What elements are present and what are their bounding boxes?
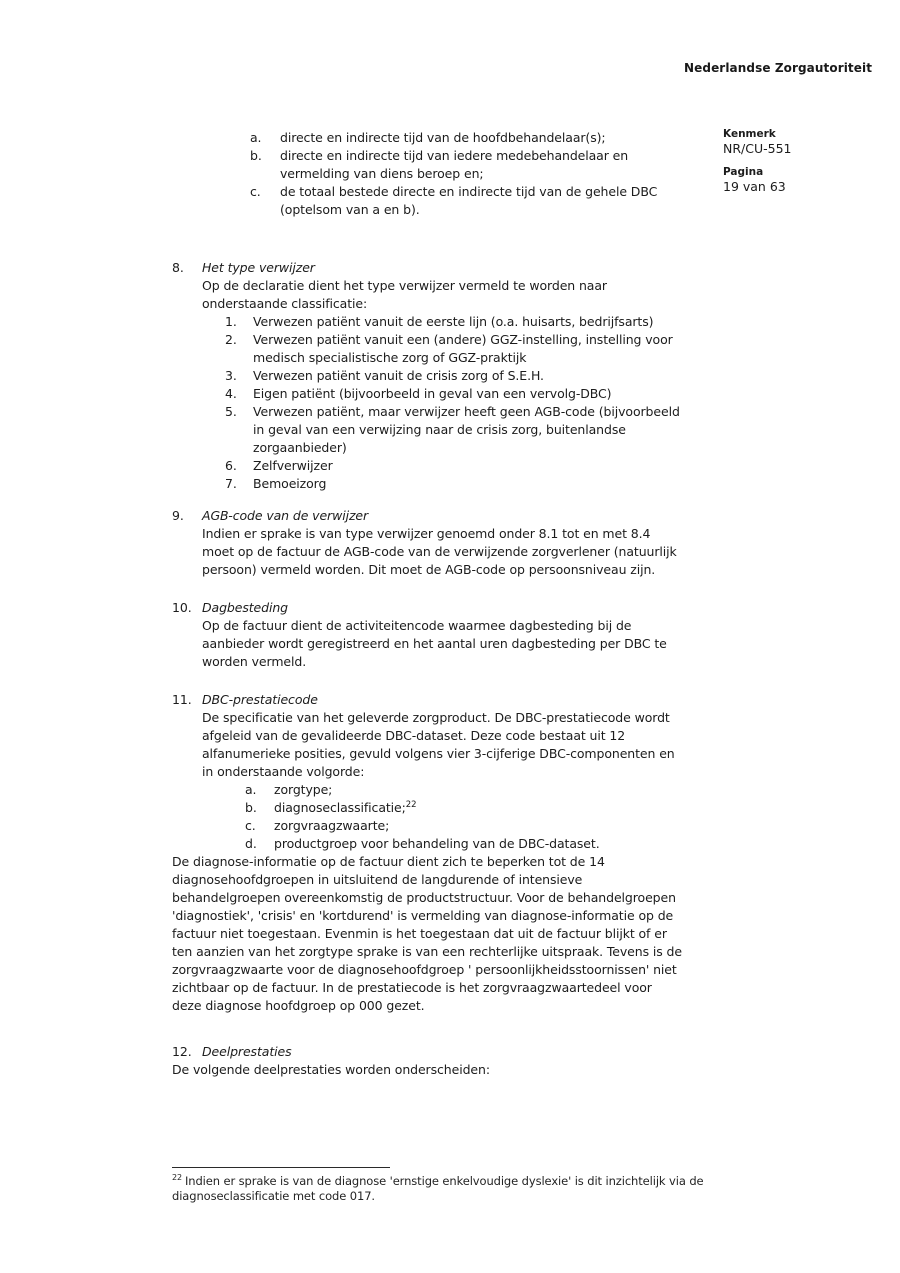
list-item-text <box>274 799 684 817</box>
list-item <box>245 835 684 853</box>
list-marker: 4. <box>225 386 237 401</box>
section-heading <box>172 259 684 277</box>
list-marker: c. <box>250 184 261 199</box>
list-item-text: Verwezen patiënt vanuit een (andere) GGZ-instelling, instelling voor medisch specialistische zorg of GGZ-praktijk <box>253 332 673 365</box>
section-heading <box>172 1043 684 1061</box>
list-item <box>250 183 684 219</box>
section-number: 8. <box>172 260 184 275</box>
list-item <box>225 313 684 331</box>
section-heading <box>172 691 684 709</box>
section-paragraph: Indien er sprake is van type verwijzer genoemd onder 8.1 tot en met 8.4 moet op de factuur de AGB-code van de verwijzende zorgverlener (natuurlijk persoon) vermeld worden. Dit moet de AGB-code op persoonsniveau zijn. <box>202 526 677 577</box>
footnote-area <box>172 1167 737 1204</box>
section-number: 11. <box>172 692 192 707</box>
list-item-text: Zelfverwijzer <box>253 458 333 473</box>
kenmerk-label: Kenmerk <box>723 128 776 140</box>
section-number: 12. <box>172 1044 192 1059</box>
kenmerk-value: NR/CU-551 <box>723 141 792 156</box>
nza-logo: Nederlandse Zorgautoriteit <box>684 61 873 75</box>
list-item-text: directe en indirecte tijd van iedere medebehandelaar en vermelding van diens beroep en; <box>280 148 629 181</box>
list-item <box>225 385 684 403</box>
list-item-text: directe en indirecte tijd van de hoofdbehandelaar(s); <box>280 130 606 145</box>
list-marker: a. <box>245 782 257 797</box>
pagina-value: 19 van 63 <box>723 179 786 194</box>
list-marker: d. <box>245 836 257 851</box>
section-title: Het type verwijzer <box>202 260 315 275</box>
section-number: 9. <box>172 508 184 523</box>
section-paragraph: Op de factuur dient de activiteitencode waarmee dagbesteding bij de aanbieder wordt geregistreerd en het aantal uren dagbesteding per DBC te worden vermeld. <box>202 618 667 669</box>
section-title: AGB-code van de verwijzer <box>202 508 369 523</box>
time-specification-list <box>250 129 684 219</box>
section-number: 10. <box>172 600 192 615</box>
section-paragraph: Op de declaratie dient het type verwijzer vermeld te worden naar onderstaande classificatie: <box>202 278 607 311</box>
list-item-text: de totaal bestede directe en indirecte tijd van de gehele DBC (optelsom van a en b). <box>280 184 658 217</box>
list-item-text: Verwezen patiënt vanuit de eerste lijn (o.a. huisarts, bedrijfsarts) <box>253 314 654 329</box>
list-marker: 6. <box>225 458 237 473</box>
list-item-text: zorgvraagzwaarte; <box>274 818 390 833</box>
list-item <box>250 129 684 147</box>
list-item-text: Eigen patiënt (bijvoorbeeld in geval van een vervolg-DBC) <box>253 386 612 401</box>
section-10-dagbesteding <box>172 599 684 671</box>
section-12-deelprestaties <box>172 1043 684 1079</box>
section-heading <box>172 507 684 525</box>
dbc-componenten-list <box>245 781 684 853</box>
list-marker: b. <box>250 148 262 163</box>
footnote-reference: 22 <box>405 799 417 810</box>
list-item-text: productgroep voor behandeling van de DBC-dataset. <box>274 836 600 851</box>
list-item <box>245 799 684 817</box>
footnote-number: 22 <box>172 1173 182 1183</box>
list-item <box>245 817 684 835</box>
list-item <box>225 331 684 367</box>
list-marker: 2. <box>225 332 237 347</box>
list-item-text: Verwezen patiënt, maar verwijzer heeft geen AGB-code (bijvoorbeeld in geval van een verwijzing naar de crisis zorg, buitenlandse zorgaanbieder) <box>253 404 680 455</box>
section-paragraph: De specificatie van het geleverde zorgproduct. De DBC-prestatiecode wordt afgeleid van de gevalideerde DBC-dataset. Deze code bestaat uit 12 alfanumerieke posities, gevuld volgens vier 3-cijferige DBC-componenten en in onderstaande volgorde: <box>202 710 675 779</box>
section-paragraph-flush: De volgende deelprestaties worden onderscheiden: <box>172 1062 490 1077</box>
verwijzer-classificatie-list <box>225 313 684 493</box>
footnote-text <box>172 1174 737 1204</box>
list-item <box>225 475 684 493</box>
list-marker: 3. <box>225 368 237 383</box>
list-item-text: Bemoeizorg <box>253 476 327 491</box>
list-item <box>225 457 684 475</box>
list-marker: b. <box>245 800 257 815</box>
pagina-label: Pagina <box>723 166 764 178</box>
list-marker: 5. <box>225 404 237 419</box>
list-item-text: zorgtype; <box>274 782 333 797</box>
section-heading <box>172 599 684 617</box>
list-item <box>250 147 684 183</box>
list-item-text: Verwezen patiënt vanuit de crisis zorg of S.E.H. <box>253 368 544 383</box>
list-item <box>225 403 684 457</box>
footnote-body: Indien er sprake is van de diagnose 'ernstige enkelvoudige dyslexie' is dit inzichtelijk via de diagnoseclassificatie met code 017. <box>172 1174 704 1203</box>
footnote-separator <box>172 1167 390 1168</box>
list-item-text-inline: diagnoseclassificatie; <box>274 800 406 815</box>
list-marker: c. <box>245 818 256 833</box>
section-paragraph-flush: De diagnose-informatie op de factuur dient zich te beperken tot de 14 diagnosehoofdgroepen in uitsluitend de langdurende of intensieve behandelgroepen overeenkomstig de productstructuur. Voor de behandelgroepen 'diagnostiek', 'crisis' en 'kortdurend' is vermelding van diagnose-informatie op de factuur niet toegestaan. Evenmin is het toegestaan dat uit de factuur blijkt of er ten aanzien van het zorgtype sprake is van een rechterlijke uitspraak. Tevens is de zorgvraagzwaarte voor de diagnosehoofdgroep ' persoonlijkheidsstoornissen' niet zichtbaar op de factuur. In de prestatiecode is het zorgvraagzwaartedeel voor deze diagnose hoofdgroep op 000 gezet. <box>172 854 682 1013</box>
list-marker: 7. <box>225 476 237 491</box>
section-title: DBC-prestatiecode <box>202 692 318 707</box>
document-meta <box>723 128 883 204</box>
list-marker: 1. <box>225 314 237 329</box>
list-marker: a. <box>250 130 262 145</box>
document-body <box>172 129 684 1079</box>
list-item <box>225 367 684 385</box>
section-title: Dagbesteding <box>202 600 289 615</box>
list-item <box>245 781 684 799</box>
section-9-agb-code <box>172 507 684 579</box>
section-8-het-type-verwijzer <box>172 259 684 493</box>
section-11-dbc-prestatiecode <box>172 691 684 1015</box>
section-title: Deelprestaties <box>202 1044 292 1059</box>
